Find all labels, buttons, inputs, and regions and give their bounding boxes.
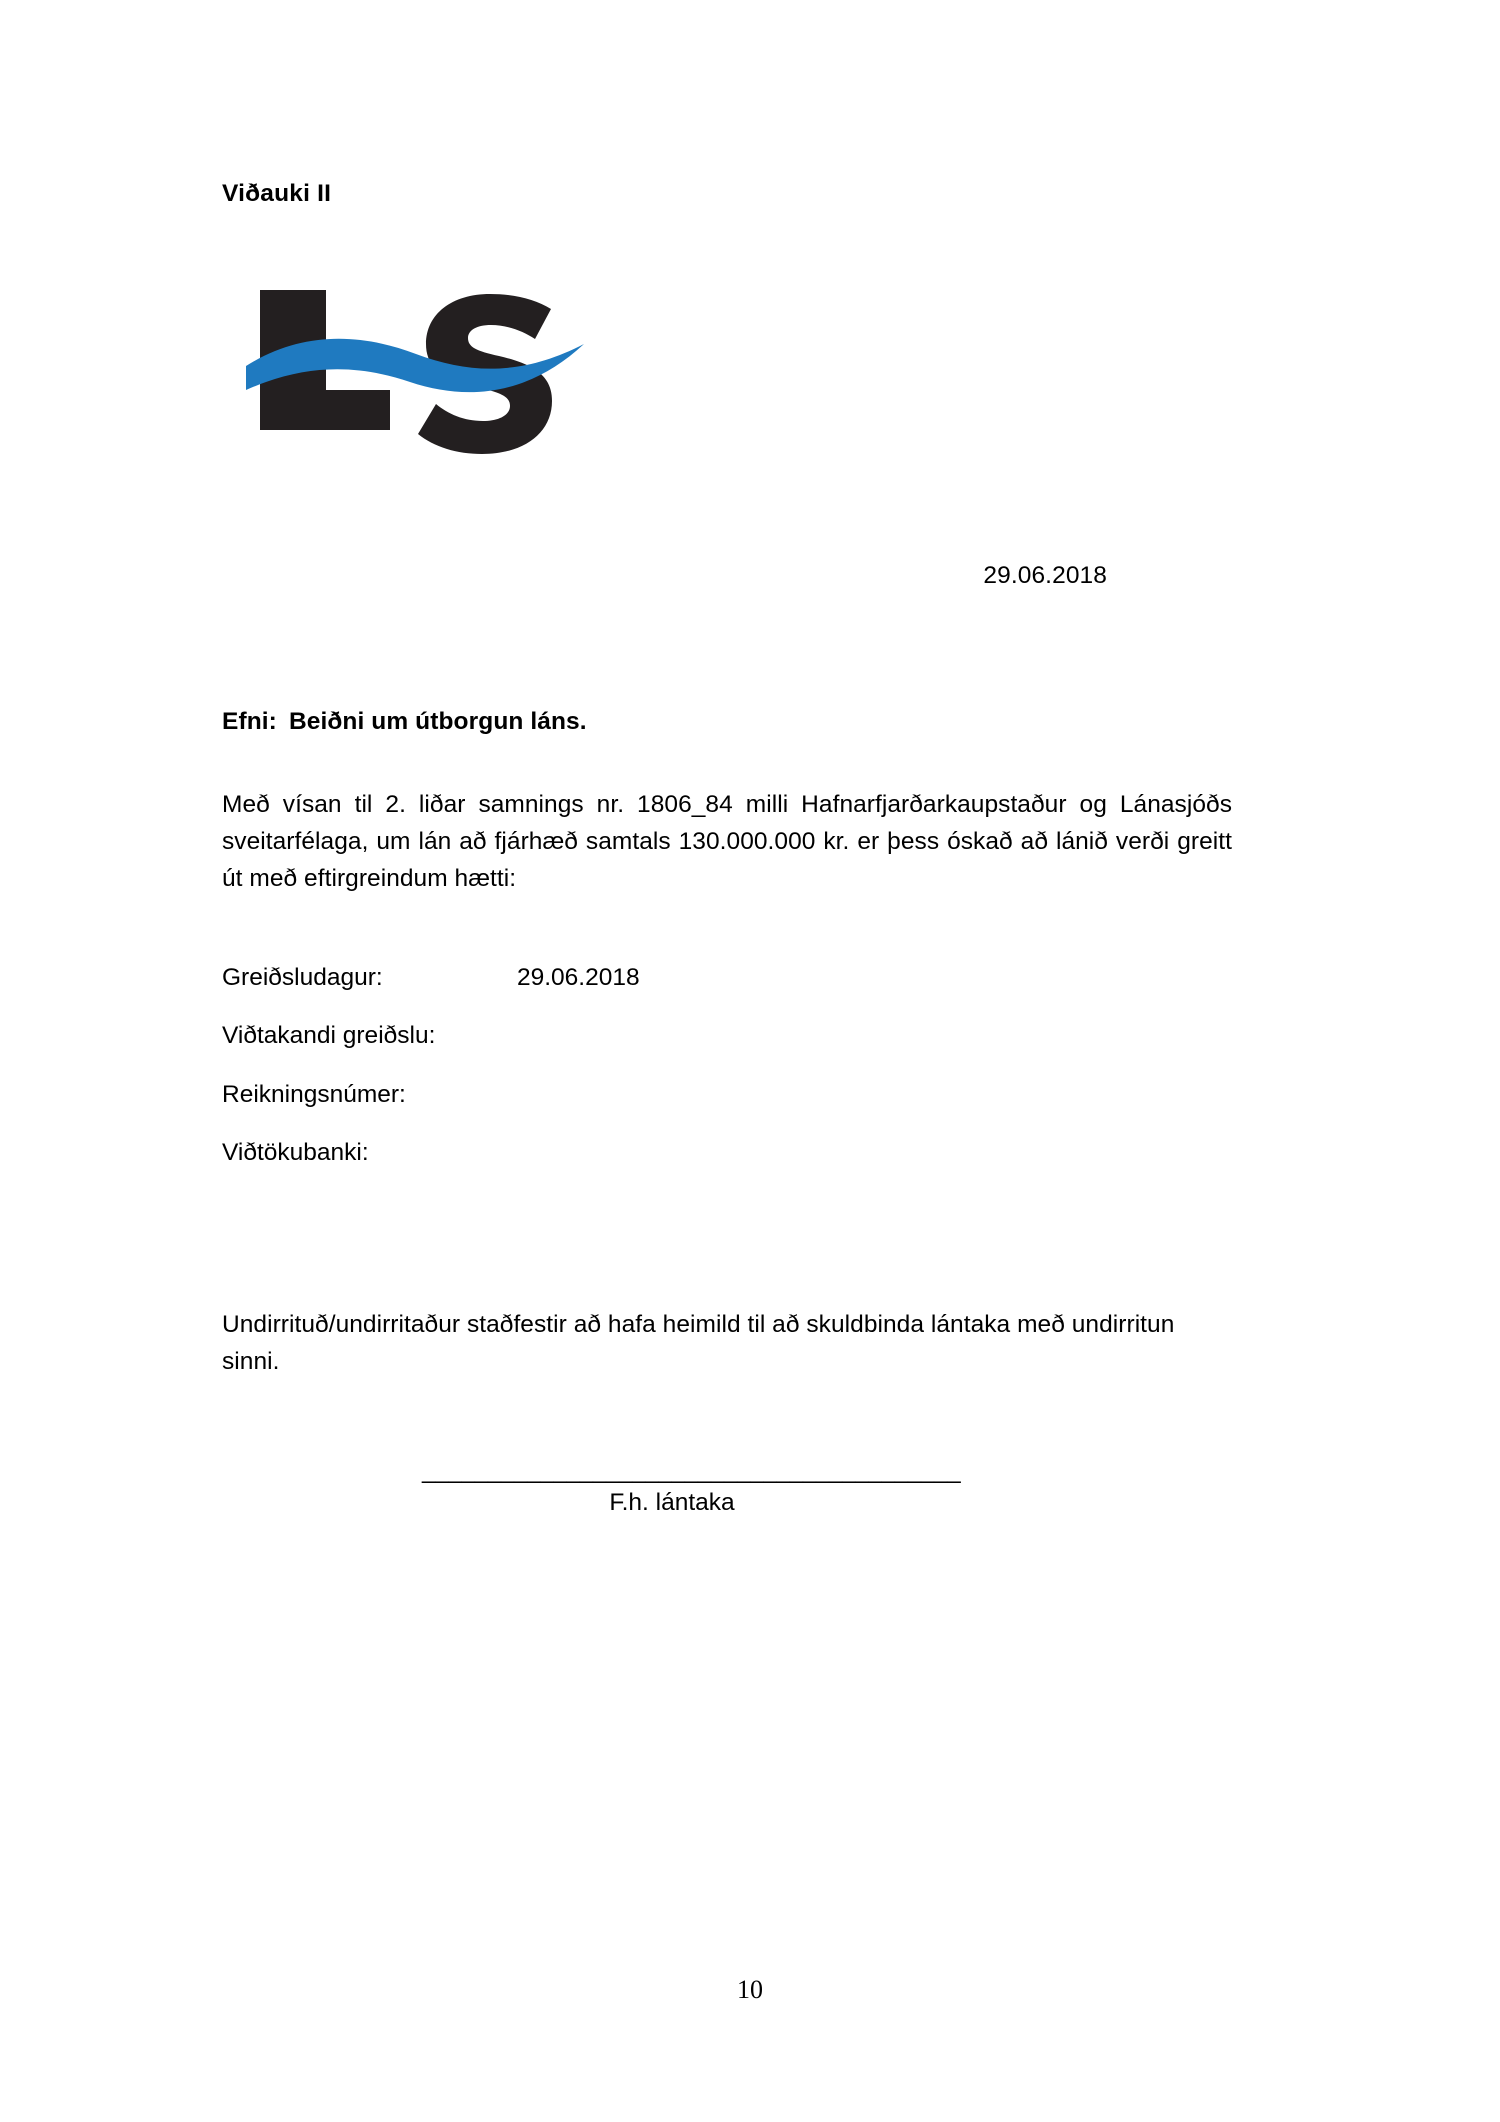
- letter-date: 29.06.2018: [983, 562, 1107, 589]
- field-row: [222, 1080, 1282, 1108]
- field-value-payment-date: 29.06.2018: [517, 963, 640, 991]
- field-label-account-number: Reikningsnúmer:: [222, 1080, 406, 1108]
- signature-block: [422, 1457, 961, 1517]
- document-content: [222, 0, 1282, 1517]
- field-label-receiving-bank: Viðtökubanki:: [222, 1139, 369, 1167]
- subject-label: Efni:: [222, 708, 277, 735]
- signature-line: _________________________________________: [422, 1457, 961, 1485]
- page-number: 10: [737, 1975, 763, 2004]
- ls-logo: [240, 262, 592, 462]
- field-row: [222, 1024, 1282, 1049]
- subject-line: [222, 708, 1282, 736]
- payment-details-list: [222, 963, 1282, 1167]
- signature-caption: F.h. lántaka: [609, 1489, 735, 1517]
- field-row: [222, 963, 1282, 991]
- ls-wave-logo-icon: [240, 262, 592, 462]
- appendix-title: Viðauki II: [222, 180, 332, 207]
- declaration-paragraph: Undirrituð/undirritaður staðfestir að hafa heimild til að skuldbinda lántaka með undirritun sinni.: [222, 1310, 1175, 1375]
- subject-text: Beiðni um útborgun láns.: [288, 708, 587, 735]
- body-paragraph: Með vísan til 2. liðar samnings nr. 1806_84 milli Hafnarfjarðarkaupstaður og Lánasjóðs sveitarfélaga, um lán að fjárhæð samtals 130.000.000 kr. er þess óskað að lánið verði greitt út með eftirgreindum hætti:: [222, 791, 1232, 893]
- field-row: [222, 1141, 1282, 1166]
- field-label-recipient: Viðtakandi greiðslu:: [222, 1022, 436, 1050]
- field-label-payment-date: Greiðsludagur:: [222, 963, 383, 991]
